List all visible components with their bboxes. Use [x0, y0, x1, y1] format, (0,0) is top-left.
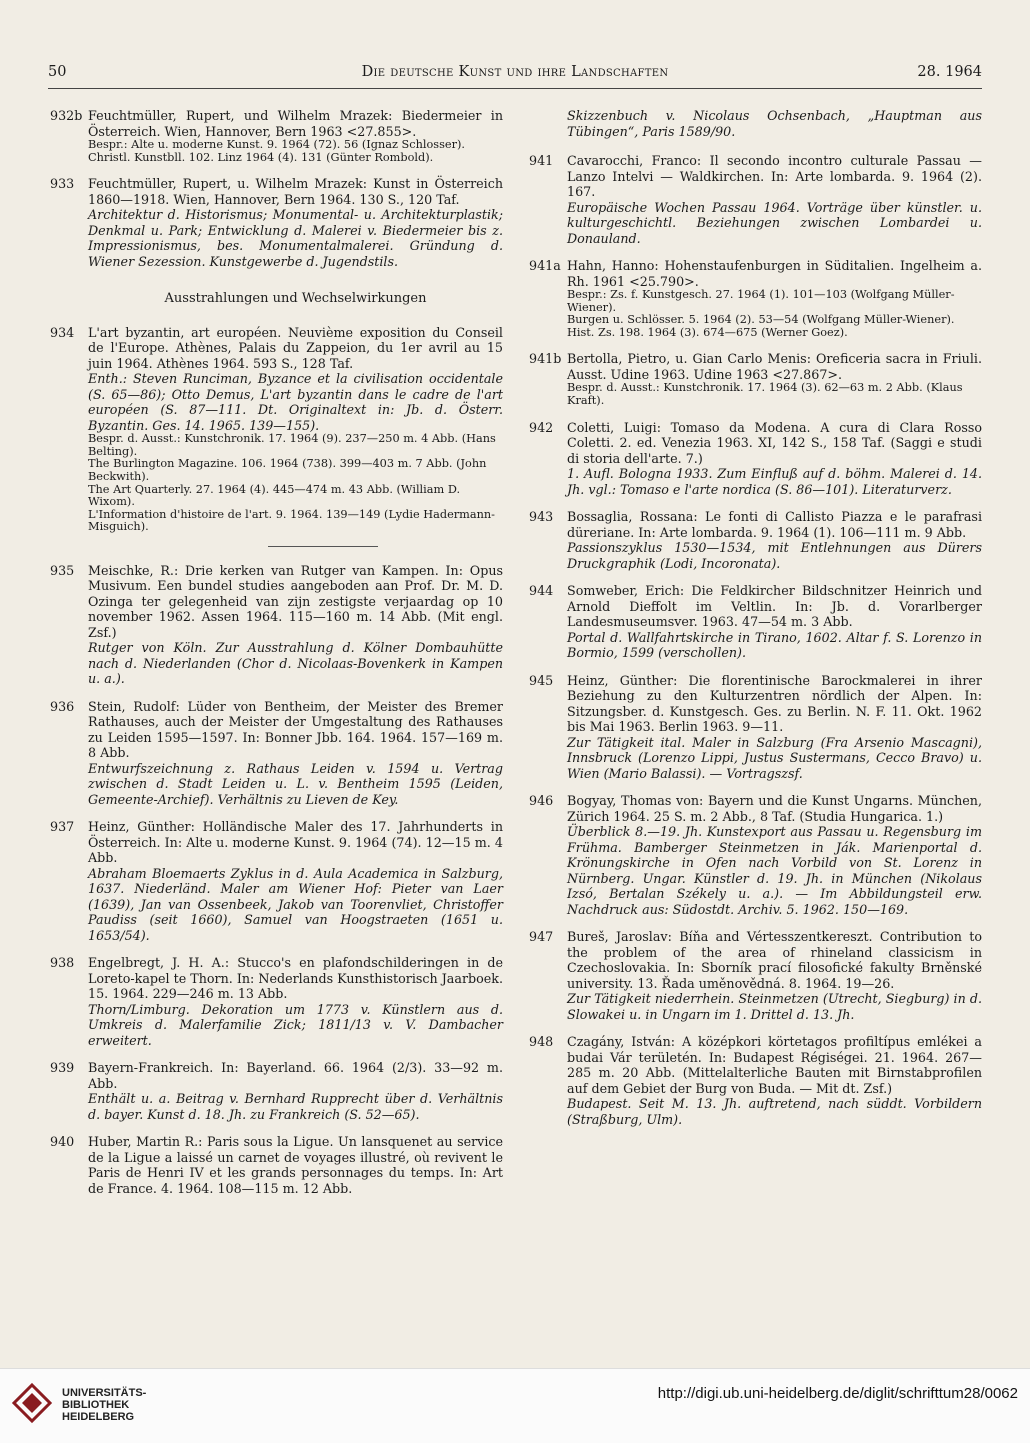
entry-annotation: Thorn/Limburg. Dekoration um 1773 v. Künstlern aus d. Umkreis d. Malerfamilie Zick; 1811/13 v. V. Dambacher erweitert.	[88, 1001, 503, 1048]
review-line: Bespr. d. Ausst.: Kunstchronik. 17. 1964 (3). 62—63 m. 2 Abb. (Klaus Kraft).	[567, 381, 963, 407]
entry-reviews	[567, 289, 982, 339]
entry-annotation: Portal d. Wallfahrtskirche in Tirano, 1602. Altar f. S. Lorenzo in Bormio, 1599 (verschollen).	[567, 629, 982, 661]
footer-bar	[0, 1368, 1030, 1443]
review-line: Bespr.: Zs. f. Kunstgesch. 27. 1964 (1). 101—103 (Wolfgang Müller-Wiener).	[567, 288, 955, 314]
entry-number: 932b	[50, 108, 83, 123]
bibliography-entry	[527, 673, 982, 782]
review-line: Hist. Zs. 198. 1964 (3). 674—675 (Werner Goez).	[567, 325, 848, 339]
entry-text: Feuchtmüller, Rupert, u. Wilhelm Mrazek: Kunst in Österreich 1860—1918. Wien, Hannover, Bern 1964. 130 S., 120 Taf.	[88, 176, 503, 207]
library-logo-icon[interactable]	[10, 1381, 54, 1425]
entry-text: Bureš, Jaroslav: Bíňa and Vértesszentkereszt. Contribution to the problem of the area of rhineland classicism in Czechoslovakia. In: Sborník prací filosofické fakulty Brněnské university. 13. Řada uměnovědná. 8. 1964. 19—26.	[567, 929, 982, 991]
bibliography-entry	[527, 351, 982, 407]
entry-text: Bogyay, Thomas von: Bayern und die Kunst Ungarns. München, Zürich 1964. 25 S. m. 2 Abb., 8 Taf. (Studia Hungarica. 1.)	[567, 793, 982, 824]
entry-text: Bayern-Frankreich. In: Bayerland. 66. 1964 (2/3). 33—92 m. Abb.	[88, 1060, 503, 1091]
entry-text: Engelbregt, J. H. A.: Stucco's en plafondschilderingen in de Loreto-kapel te Thorn. In: Nederlands Kunsthistorisch Jaarboek. 15. 1964. 229—246 m. 13 Abb.	[88, 955, 503, 1002]
entry-number: 941b	[529, 351, 562, 367]
review-line: Bespr. d. Ausst.: Kunstchronik. 17. 1964 (9). 237—250 m. 4 Abb. (Hans Belting).	[88, 432, 496, 458]
entry-annotation: Budapest. Seit M. 13. Jh. auftretend, nach süddt. Vorbildern (Straßburg, Ulm).	[567, 1096, 982, 1127]
continued-annotation: Skizzenbuch v. Nicolaus Ochsenbach, „Hauptman aus Tübingen“, Paris 1589/90.	[567, 108, 982, 139]
bibliography-entry	[527, 1034, 982, 1127]
review-line: The Art Quarterly. 27. 1964 (4). 445—474 m. 43 Abb. (William D. Wixom).	[88, 482, 461, 509]
entry-annotation: Enthält u. a. Beitrag v. Bernhard Rupprecht über d. Verhältnis d. bayer. Kunst d. 18. Jh. zu Frankreich (S. 52—65).	[88, 1091, 503, 1122]
entry-number: 948	[529, 1034, 554, 1050]
bibliography-entry	[48, 699, 503, 808]
entry-number: 933	[50, 176, 75, 192]
entry-text: Heinz, Günther: Holländische Maler des 17. Jahrhunderts in Österreich. In: Alte u. moderne Kunst. 9. 1964 (74). 12—15 m. 4 Abb.	[88, 819, 503, 866]
library-name[interactable]: UNIVERSITÄTS- BIBLIOTHEK HEIDELBERG	[62, 1387, 147, 1423]
entry-number: 936	[50, 698, 75, 714]
bibliography-entry	[48, 176, 503, 269]
bibliography-entry	[527, 793, 982, 917]
entry-number: 934	[50, 324, 75, 340]
header-rule	[48, 88, 982, 89]
bibliography-entry	[48, 1134, 503, 1196]
entry-reviews	[567, 382, 982, 407]
review-line: Christl. Kunstbll. 102. Linz 1964 (4). 131 (Günter Rombold).	[88, 150, 434, 164]
section-heading: Ausstrahlungen und Wechselwirkungen	[164, 291, 427, 307]
entry-text: Coletti, Luigi: Tomaso da Modena. A cura di Clara Rosso Coletti. 2. ed. Venezia 1963. XI, 142 S., 158 Taf. (Saggi e studi di storia dell'arte. 7.)	[567, 419, 982, 466]
entry-text: Bertolla, Pietro, u. Gian Carlo Menis: Oreficeria sacra in Friuli. Ausst. Udine 1963. Udine 1963 <27.867>.	[567, 351, 982, 382]
entry-annotation: Rutger von Köln. Zur Ausstrahlung d. Kölner Dombauhütte nach d. Niederlanden (Chor d. Nicolaas-Bovenkerk in Kampen u. a.).	[88, 640, 503, 687]
entry-number: 939	[50, 1060, 75, 1076]
entry-number: 943	[529, 509, 554, 525]
entry-number: 940	[50, 1134, 75, 1150]
section-divider	[268, 546, 378, 547]
entry-number: 944	[529, 583, 554, 599]
entry-text: Heinz, Günther: Die florentinische Barockmalerei in ihrer Beziehung zu den Kulturzentren nördlich der Alpen. In: Sitzungsber. d. Kunstgesch. Ges. zu Berlin. N. F. 11. Okt. 1962 bis Mai 1963. Berlin 1963. 9—11.	[567, 672, 982, 735]
bibliography-entry	[527, 929, 982, 1022]
entry-number: 945	[529, 672, 554, 688]
entry-number: 947	[529, 929, 554, 945]
bibliography-entry	[48, 325, 503, 534]
entry-number: 941	[529, 153, 554, 168]
entry-annotation: 1. Aufl. Bologna 1933. Zum Einfluß auf d. böhm. Malerei d. 14. Jh. vgl.: Tomaso e l'arte nordica (S. 86—101). Literaturverz.	[567, 466, 982, 497]
bibliography-entry	[527, 420, 982, 498]
bibliography-entry	[48, 108, 503, 164]
left-top-entries	[48, 108, 503, 269]
left-column	[48, 108, 503, 1208]
entry-annotation: Architektur d. Historismus; Monumental- u. Architekturplastik; Denkmal u. Park; Entwicklung d. Malerei v. Biedermeier bis z. Impressionismus, bes. Monumentalmalerei. Gründung d. Wiener Sezession. Kunstgewerbe d. Jugendstils.	[88, 207, 503, 269]
entry-reviews	[88, 433, 503, 534]
entry-annotation: Überblick 8.—19. Jh. Kunstexport aus Passau u. Regensburg im Frühma. Bamberger Steinmetzen in Ják. Marienportal d. Krönungskirche in Ofen nach Vorbild von St. Lorenz in Nürnberg. Ungar. Künstler d. 19. Jh. in München (Nikolaus Izsó, Bertalan Székely u. a.). — Im Abbildungsteil erw. Nachdruck aus: Südostdt. Archiv. 5. 1962. 150—169.	[567, 824, 982, 917]
bibliography-entry	[527, 509, 982, 571]
entry-reviews	[88, 139, 503, 164]
entry-number: 946	[529, 793, 554, 809]
entry-text: Bossaglia, Rossana: Le fonti di Callisto Piazza e le parafrasi düreriane. In: Arte lombarda. 9. 1964 (1). 106—111 m. 9 Abb.	[567, 509, 982, 540]
bibliography-entry	[527, 153, 982, 246]
right-column	[527, 108, 982, 1139]
entry-text: L'art byzantin, art européen. Neuvième exposition du Conseil de l'Europe. Athènes, Palais du Zappeion, du 1er avril au 15 juin 1964. Athènes 1964. 593 S., 128 Taf.	[88, 324, 503, 371]
page-number: 50	[48, 64, 67, 80]
entry-annotation: Europäische Wochen Passau 1964. Vorträge über künstler. u. kulturgeschichtl. Beziehungen zwischen Lombardei u. Donauland.	[567, 199, 982, 246]
entry-annotation: Passionszyklus 1530—1534, mit Entlehnungen aus Dürers Druckgraphik (Lodi, Incoronata).	[567, 540, 982, 571]
issue-number: 28. 1964	[917, 64, 982, 80]
left-section-entries	[48, 325, 503, 534]
left-entries	[48, 563, 503, 1197]
bibliography-entry	[527, 583, 982, 661]
entry-number: 942	[529, 419, 554, 435]
entry-text: Meischke, R.: Drie kerken van Rutger van Kampen. In: Opus Musivum. Een bundel studies aangeboden aan Prof. Dr. M. D. Ozinga ter gelegenheid van zijn zestigste verjaardag op 10 november 1962. Assen 1964. 115—160 m. 14 Abb. (Mit engl. Zsf.)	[88, 562, 503, 640]
review-line: Burgen u. Schlösser. 5. 1964 (2). 53—54 (Wolfgang Müller-Wiener).	[567, 313, 955, 327]
review-line: L'Information d'histoire de l'art. 9. 1964. 139—149 (Lydie Hadermann-Misguich).	[88, 507, 495, 534]
entry-number: 938	[50, 955, 75, 971]
entry-text: Somweber, Erich: Die Feldkircher Bildschnitzer Heinrich und Arnold Dieffolt im Veltlin. In: Jb. d. Vorarlberger Landesmuseumsver. 1963. 47—54 m. 3 Abb.	[567, 583, 982, 630]
review-line: Bespr.: Alte u. moderne Kunst. 9. 1964 (72). 56 (Ignaz Schlosser).	[88, 138, 465, 151]
entry-text: Stein, Rudolf: Lüder von Bentheim, der Meister des Bremer Rathauses, auch der Meister der Umgestaltung des Rathauses zu Leiden 1595—1597. In: Bonner Jbb. 164. 1964. 157—169 m. 8 Abb.	[88, 698, 503, 761]
bibliography-entry	[48, 955, 503, 1048]
review-line: The Burlington Magazine. 106. 1964 (738). 399—403 m. 7 Abb. (John Beckwith).	[88, 457, 487, 483]
entry-annotation: Entwurfszeichnung z. Rathaus Leiden v. 1594 u. Vertrag zwischen d. Stadt Leiden u. L. v. Bentheim 1595 (Leiden, Gemeente-Archief). Verhältnis zu Lieven de Key.	[88, 760, 503, 807]
entry-number: 935	[50, 562, 75, 578]
entry-number: 937	[50, 819, 75, 835]
right-entries	[527, 153, 982, 1127]
entry-annotation: Enth.: Steven Runciman, Byzance et la civilisation occidentale (S. 65—86); Otto Demus, L'art byzantin dans le cadre de l'art européen (S. 87—111. Dt. Originaltext in: Jb. d. Österr. Byzantin. Ges. 14. 1965. 139—155).	[88, 371, 503, 433]
bibliography-entry	[48, 1060, 503, 1122]
entry-text: Czagány, István: A középkori körtetagos profiltípus emlékei a budai Vár területén. In: Budapest Régiségei. 21. 1964. 267—285 m. 20 Abb. (Mittelalterliche Bauten mit Birnstabprofilen auf dem Gebiet der Burg von Buda. — Mit dt. Zsf.)	[567, 1034, 982, 1096]
bibliography-entry	[527, 258, 982, 339]
entry-text: Huber, Martin R.: Paris sous la Ligue. Un lansquenet au service de la Ligue a laissé un carnet de voyages illustré, où revivent le Paris de Henri IV et les grands personnages du temps. In: Art de France. 4. 1964. 108—115 m. 12 Abb.	[88, 1134, 503, 1196]
entry-text: Hahn, Hanno: Hohenstaufenburgen in Süditalien. Ingelheim a. Rh. 1961 <25.790>.	[567, 258, 982, 289]
entry-text: Feuchtmüller, Rupert, und Wilhelm Mrazek: Biedermeier in Österreich. Wien, Hannover, Bern 1963 <27.855>.	[88, 108, 503, 139]
entry-annotation: Abraham Bloemaerts Zyklus in d. Aula Academica in Salzburg, 1637. Niederländ. Maler am Wiener Hof: Pieter van Laer (1639), Jan van Ossenbeek, Jakob van Toorenvliet, Christoffer Paudiss (seit 1660), Samuel van Hoogstraeten (1651 u. 1653/54).	[88, 865, 503, 943]
permalink-url[interactable]: http://digi.ub.uni-heidelberg.de/diglit/schrifttum28/0062	[657, 1385, 1018, 1402]
entry-annotation: Zur Tätigkeit ital. Maler in Salzburg (Fra Arsenio Mascagni), Innsbruck (Lorenzo Lippi, Justus Sustermans, Cecco Bravo) u. Wien (Mario Balassi). — Vortragszsf.	[567, 734, 982, 781]
entry-number: 941a	[529, 258, 561, 273]
entry-annotation: Zur Tätigkeit niederrhein. Steinmetzen (Utrecht, Siegburg) in d. Slowakei u. in Ungarn im 1. Drittel d. 13. Jh.	[567, 991, 982, 1022]
running-title: Die deutsche Kunst und ihre Landschaften	[361, 64, 669, 80]
entry-text: Cavarocchi, Franco: Il secondo incontro culturale Passau — Lanzo Intelvi — Waldkirchen. In: Arte lombarda. 9. 1964 (2). 167.	[567, 153, 982, 199]
bibliography-entry	[48, 563, 503, 687]
bibliography-entry	[48, 819, 503, 943]
